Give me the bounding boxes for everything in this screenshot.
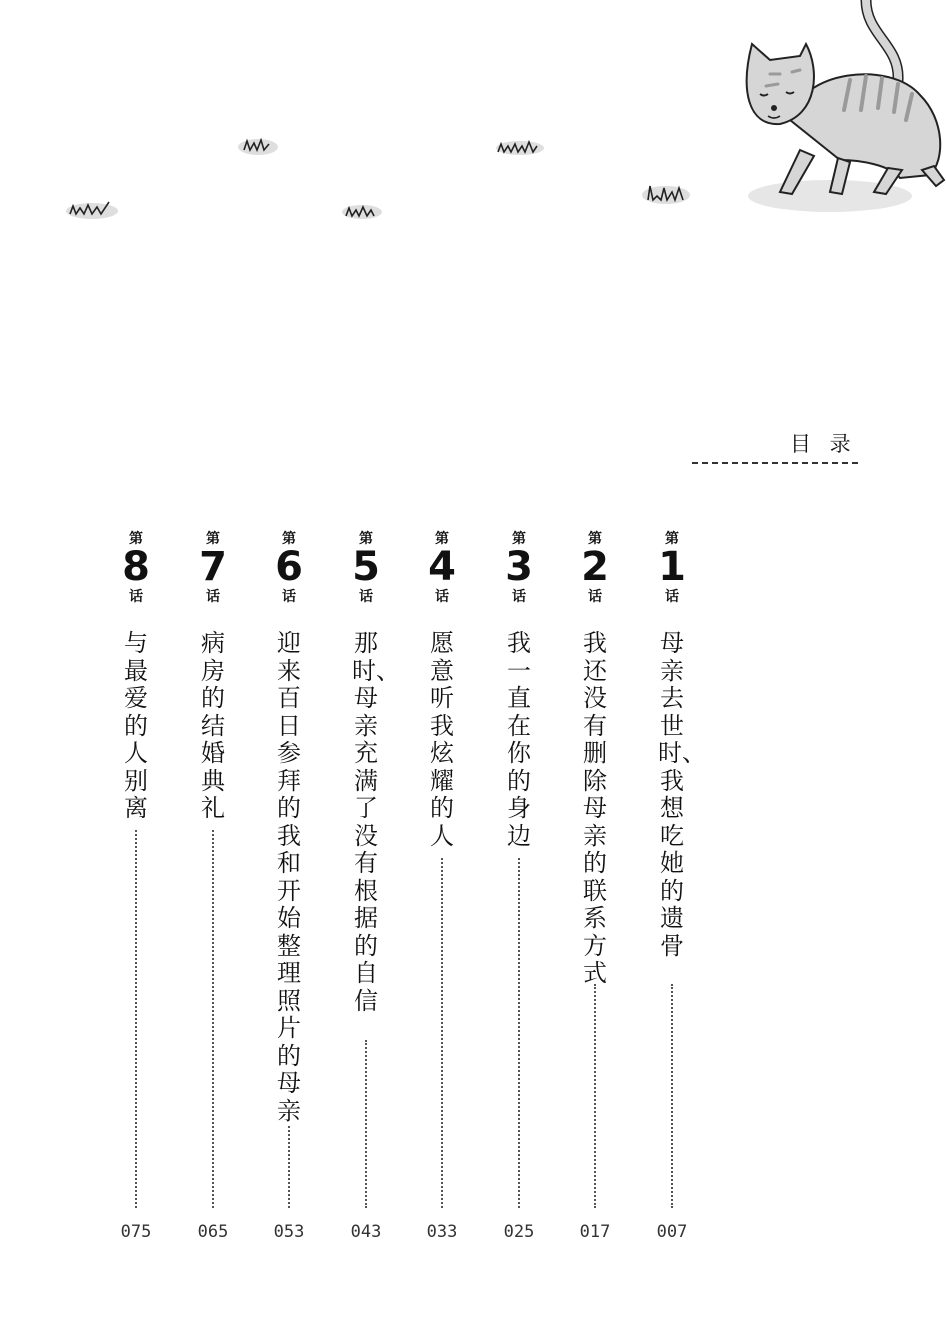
dotted-leader [594,984,596,1208]
dotted-leader [212,830,214,1208]
dotted-leader [518,858,520,1208]
chapter-prefix: 第 [588,531,602,547]
chapter-prefix: 第 [129,531,143,547]
chapter-entry-2[interactable] [567,528,623,1248]
chapter-page-number: 043 [350,1222,382,1242]
chapter-number: 7 [199,544,227,590]
chapter-prefix: 第 [359,531,373,547]
chapter-prefix: 第 [282,531,296,547]
chapter-page-number: 053 [273,1222,305,1242]
chapter-suffix: 话 [435,589,449,605]
chapter-page-number: 017 [579,1222,611,1242]
chapter-prefix: 第 [512,531,526,547]
chapter-suffix: 话 [282,589,296,605]
chapter-entry-6[interactable] [261,528,317,1248]
dotted-leader [365,1040,367,1208]
dotted-leader [135,830,137,1208]
grass-tuft-icon [66,202,118,219]
chapter-entry-7[interactable] [185,528,241,1248]
chapter-suffix: 话 [665,589,679,605]
chapter-number: 2 [581,544,609,590]
chapter-prefix: 第 [665,531,679,547]
chapter-title: 我一直在你的身边 [507,629,531,850]
chapter-number: 5 [352,544,380,590]
grass-tuft-icon [342,205,382,219]
grass-tuft-icon [642,186,690,204]
chapter-page-number: 075 [120,1222,152,1242]
toc-divider [692,462,858,464]
chapter-entry-1[interactable] [644,528,706,1248]
dotted-leader [288,1126,290,1208]
grass-tuft-icon [238,139,278,155]
chapter-prefix: 第 [435,531,449,547]
chapter-entry-4[interactable] [414,528,470,1248]
chapter-title: 迎来百日参拜的我和开始整理照片的母亲 [277,629,301,1125]
chapter-number: 1 [658,544,686,590]
toc-heading: 目 录 [790,432,857,456]
chapter-number: 3 [505,544,533,590]
chapter-entry-8[interactable] [108,528,164,1248]
chapter-number: 6 [275,544,303,590]
chapter-title: 愿意听我炫耀的人 [430,629,454,850]
chapter-page-number: 065 [197,1222,229,1242]
chapter-suffix: 话 [512,589,526,605]
chapter-entry-5[interactable] [338,528,400,1248]
grass-tuft-icon [496,141,544,155]
chapter-title: 那时、母亲充满了没有根据的自信 [352,629,400,1015]
chapter-title: 母亲去世时、我想吃她的遗骨 [658,629,706,960]
chapter-number: 8 [122,544,150,590]
dotted-leader [671,984,673,1208]
chapter-entry-3[interactable] [491,528,547,1248]
chapter-title: 与最爱的人别离 [124,629,148,822]
chapter-suffix: 话 [588,589,602,605]
chapter-suffix: 话 [206,589,220,605]
chapter-page-number: 025 [503,1222,535,1242]
chapter-suffix: 话 [129,589,143,605]
striped-cat-icon [747,0,944,212]
chapter-title: 病房的结婚典礼 [201,629,225,822]
chapter-title: 我还没有删除母亲的联系方式 [583,629,607,987]
cover-illustration [0,0,946,300]
chapter-prefix: 第 [206,531,220,547]
chapter-suffix: 话 [359,589,373,605]
chapter-number: 4 [428,544,456,590]
chapter-page-number: 033 [426,1222,458,1242]
chapter-page-number: 007 [656,1222,688,1242]
dotted-leader [441,858,443,1208]
